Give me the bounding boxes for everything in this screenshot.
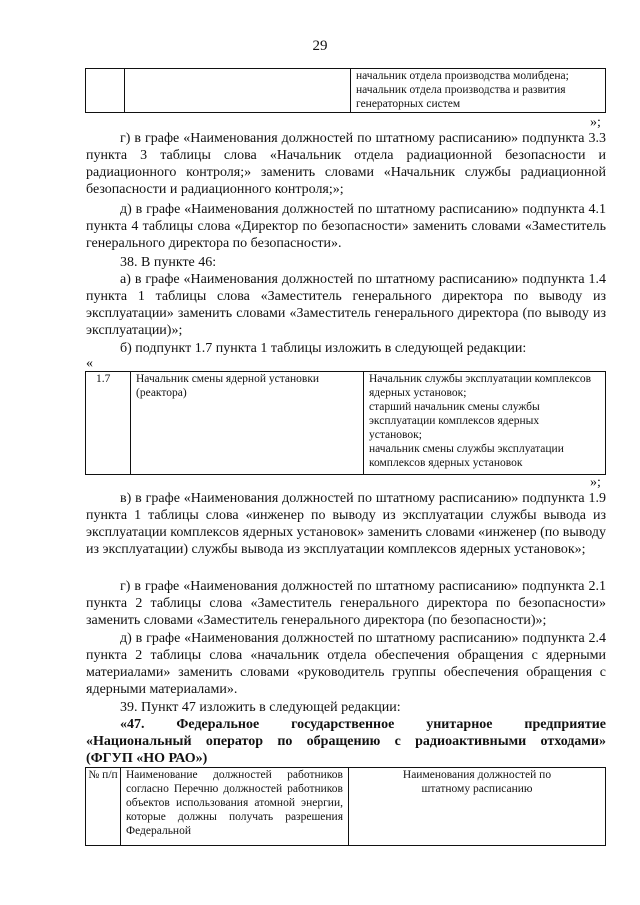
heading-item-47-line2: «Национальный оператор по обращению с радиоактивными отходами»	[86, 734, 606, 749]
heading-item-47-line1: «47. Федеральное государственное унитарное предприятие	[120, 717, 606, 732]
cell-col2	[125, 69, 351, 113]
position-line: ядерных установок;	[369, 387, 467, 399]
end-quote-mark: »;	[590, 115, 601, 130]
cell-staff-positions	[364, 372, 606, 475]
cell-col3	[351, 69, 606, 113]
position-line: эксплуатации комплексов ядерных	[369, 415, 540, 427]
paragraph-d-section37: д) в графе «Наименования должностей по штатному расписанию» подпункта 4.1 пункта 4 таблицы слова «Директор по безопасности» заменить словами «Заместитель генерального директора по безопасности».	[86, 202, 606, 251]
position-line: генераторных систем	[356, 98, 461, 110]
header-num: № п/п	[86, 768, 121, 846]
position-line: старший начальник смены службы	[369, 401, 540, 413]
paragraph-item-38: 38. В пункте 46:	[120, 255, 217, 270]
paragraph-v-section38: в) в графе «Наименования должностей по штатному расписанию» подпункта 1.9 пункта 1 таблицы слова «инженер по выводу из эксплуатации службы вывода из эксплуатации комплексов ядерных установок» заменить словами «инженер (по выводу из эксплуатации) службы вывода из эксплуатации комплексов ядерных установок»;	[86, 491, 606, 557]
position-line: Начальник службы эксплуатации комплексов	[369, 373, 592, 385]
open-quote-mark: «	[86, 356, 93, 371]
table-continuation	[85, 68, 606, 113]
table-subitem-1-7	[85, 371, 606, 475]
end-quote-mark: »;	[590, 475, 601, 490]
paragraph-g-section37: г) в графе «Наименования должностей по штатному расписанию» подпункта 3.3 пункта 3 таблицы слова «Начальник отдела радиационной безопасности и радиационного контроля;» заменить словами «Начальник службы радиационной безопасности и радиационного контроля;»;	[86, 131, 606, 197]
position-line: начальник отдела производства и развития	[356, 84, 566, 96]
table-item-47-header	[85, 767, 606, 846]
paragraph-a-section38: а) в графе «Наименования должностей по штатному расписанию» подпункта 1.4 пункта 1 таблицы слова «Заместитель генерального директора по выводу из эксплуатации» заменить словами «Заместитель генерального директора (по выводу из эксплуатации)»;	[86, 272, 606, 338]
position-line: установок;	[369, 429, 422, 441]
paragraph-item-39: 39. Пункт 47 изложить в следующей редакции:	[120, 700, 401, 715]
cell-num	[86, 69, 125, 113]
header-staff-positions: Наименования должностей по штатному расписанию	[349, 768, 606, 846]
page-number: 29	[312, 38, 328, 54]
header-position-list: Наименование должностей работников согласно Перечню должностей работников объектов использования атомной энергии, которые должны получать разрешения Федеральной	[121, 768, 349, 846]
position-line: комплексов ядерных установок	[369, 457, 523, 469]
cell-num: 1.7	[86, 372, 131, 475]
paragraph-d-section38: д) в графе «Наименования должностей по штатному расписанию» подпункта 2.4 пункта 2 таблицы слова «начальник отдела обеспечения обращения с ядерными материалами» заменить словами «руководитель группы обеспечения обращения с ядерными материалами».	[86, 631, 606, 697]
heading-item-47-line3: (ФГУП «НО РАО»)	[86, 751, 208, 766]
position-line: начальник смены службы эксплуатации	[369, 443, 564, 455]
paragraph-b-section38: б) подпункт 1.7 пункта 1 таблицы изложить в следующей редакции:	[120, 341, 527, 356]
paragraph-g-section38: г) в графе «Наименования должностей по штатному расписанию» подпункта 2.1 пункта 2 таблицы слова «Заместитель генерального директора по безопасности» заменить словами «Заместитель генерального директора (по безопасности)»;	[86, 579, 606, 628]
position-line: начальник отдела производства молибдена;	[356, 70, 569, 82]
cell-position-name: Начальник смены ядерной установки (реактора)	[131, 372, 364, 475]
